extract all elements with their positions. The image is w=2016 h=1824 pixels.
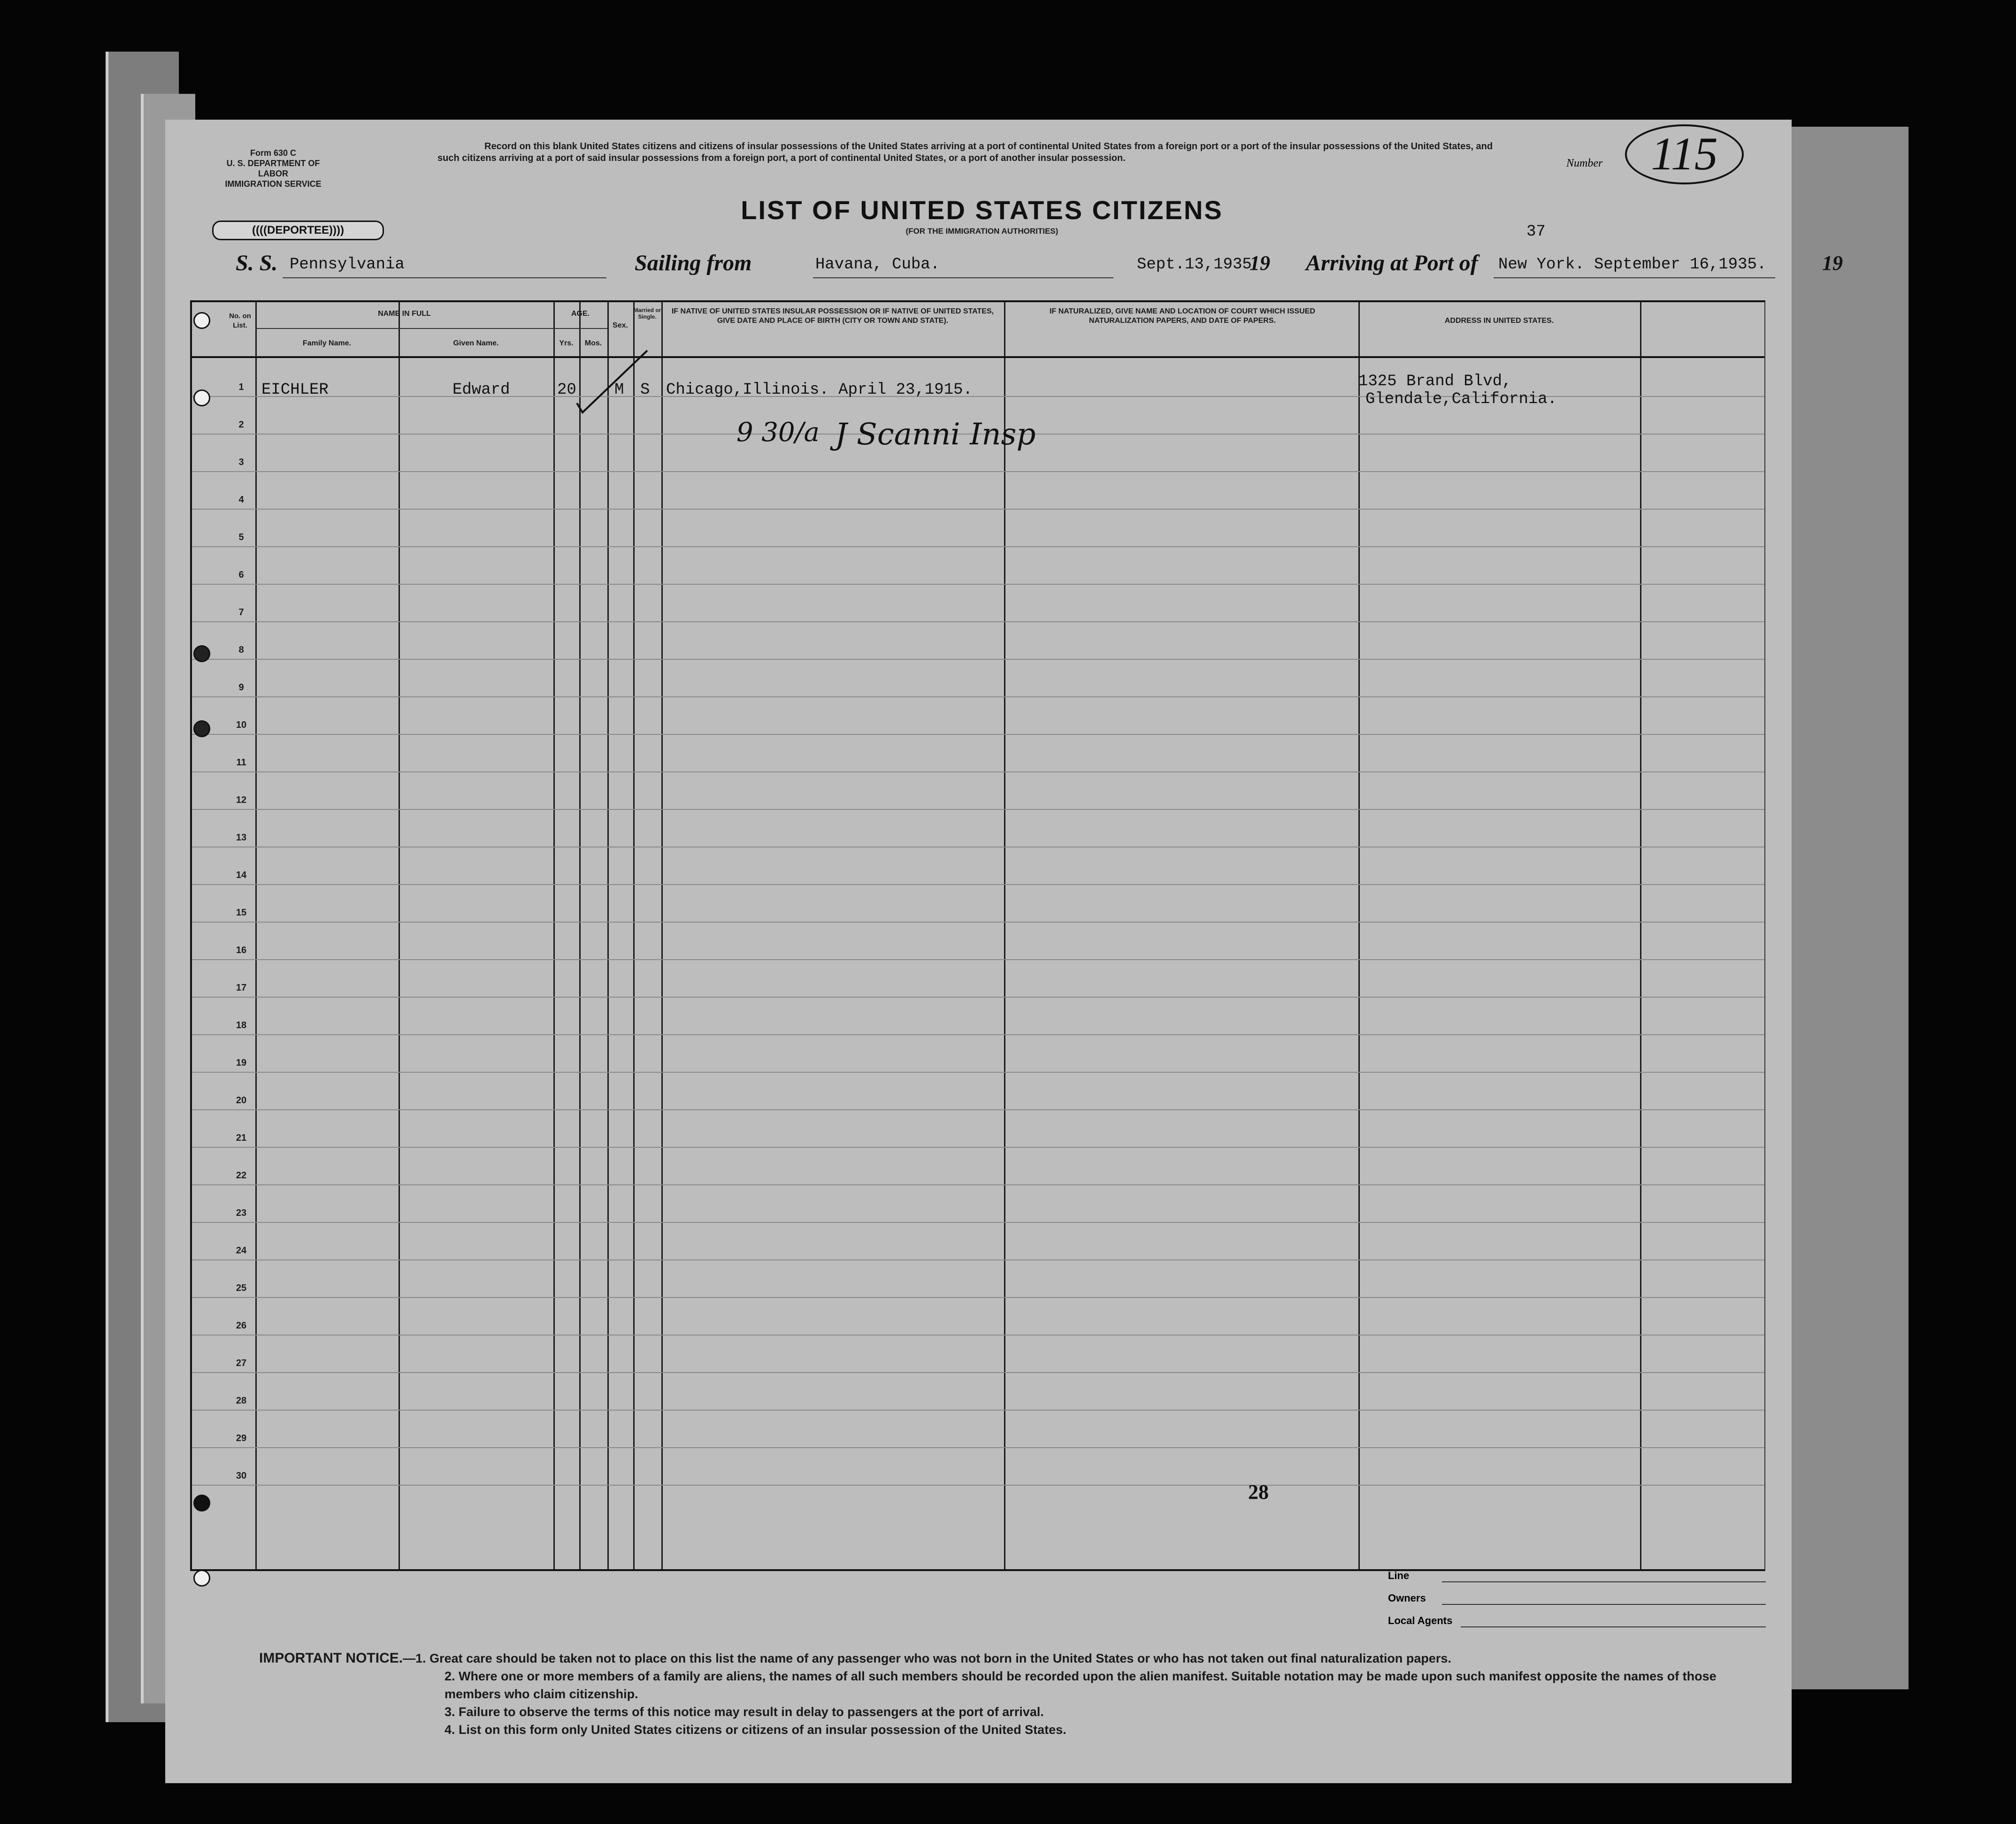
sheet-number: 37 xyxy=(1526,223,1546,241)
row-number: 6 xyxy=(238,570,244,580)
entry-birth: Chicago,Illinois. April 23,1915. xyxy=(666,381,973,399)
row-number: 30 xyxy=(236,1471,247,1481)
row-number: 15 xyxy=(236,908,247,918)
row-number: 12 xyxy=(236,795,247,805)
arrival-port-date: New York. September 16,1935. xyxy=(1498,256,1767,274)
entry-address-line1: 1325 Brand Blvd, xyxy=(1358,373,1512,390)
manifest-sheet xyxy=(165,120,1843,1783)
table-row xyxy=(192,621,1764,622)
col-sex: Sex. xyxy=(613,321,628,329)
entry-age-years: 20 xyxy=(557,381,576,399)
entry-sex: M xyxy=(614,381,624,399)
form-number: Form 630 C xyxy=(250,148,297,158)
row-number: 28 xyxy=(236,1396,247,1406)
notice-item-1: IMPORTANT NOTICE.—1. Great care should be taken not to place on this list the name of any passenger who was not born in the United States or who has not taken out final naturalization papers. xyxy=(259,1650,1451,1666)
column-divider xyxy=(661,302,663,1569)
list-number: 115 xyxy=(1625,124,1744,184)
row-number: 16 xyxy=(236,945,247,955)
table-row xyxy=(192,696,1764,697)
notice-item-4: 4. List on this form only United States citizens or citizens of an insular possession of the United States. xyxy=(445,1723,1066,1737)
col-married-single: Married or Single. xyxy=(633,307,661,320)
table-row xyxy=(192,1447,1764,1448)
row-number: 17 xyxy=(236,983,247,993)
row-number: 23 xyxy=(236,1208,247,1218)
notice-item-2: 2. Where one or more members of a family are aliens, the names of all such members should be recorded upon the alien manifest. Suitable notation may be made upon such manifest opposite the names of those members who claim citizenship. xyxy=(445,1669,1717,1701)
notice-heading: IMPORTANT NOTICE. xyxy=(259,1650,403,1666)
sailing-label: Sailing from xyxy=(635,251,752,275)
column-divider xyxy=(1358,302,1360,1569)
row-number: 8 xyxy=(238,645,244,655)
deportee-stamp: ((((DEPORTEE)))) xyxy=(212,221,384,240)
row-number: 18 xyxy=(236,1020,247,1030)
col-birth: IF NATIVE OF UNITED STATES INSULAR POSSESSION OR IF NATIVE OF UNITED STATES, GIVE DATE AND PLACE OF BIRTH (CITY OR TOWN AND STATE). xyxy=(671,307,994,325)
column-divider xyxy=(255,302,257,1569)
row-number: 11 xyxy=(236,757,246,768)
column-divider xyxy=(1640,302,1641,1569)
table-row xyxy=(192,546,1764,547)
entry-family-name: EICHLER xyxy=(261,381,329,399)
background-page-right xyxy=(1779,127,1909,1689)
ship-underline xyxy=(283,277,606,278)
column-divider xyxy=(399,302,400,1569)
row-number: 3 xyxy=(238,457,244,467)
column-divider xyxy=(579,302,581,1569)
col-no-on-list: No. on List. xyxy=(229,312,251,329)
column-divider xyxy=(607,302,609,1569)
column-divider xyxy=(553,302,555,1569)
table-row xyxy=(192,1410,1764,1411)
row-number: 7 xyxy=(238,607,244,618)
row-number: 19 xyxy=(236,1058,247,1068)
row-number: 20 xyxy=(236,1095,247,1106)
table-row xyxy=(192,509,1764,510)
table-row xyxy=(192,1184,1764,1185)
row-number: 4 xyxy=(238,495,244,505)
name-subrule xyxy=(255,328,607,329)
departure-port: Havana, Cuba. xyxy=(815,256,940,274)
table-row xyxy=(192,734,1764,735)
table-row xyxy=(192,997,1764,998)
local-agents-label: Local Agents xyxy=(1388,1615,1453,1626)
notice-text-1: 1. Great care should be taken not to place on this list the name of any passenger who was not born in the United States or who has not taken out final naturalization papers. xyxy=(415,1651,1451,1665)
entry-marital: S xyxy=(640,381,650,399)
binder-hole xyxy=(193,312,210,329)
col-age: AGE. xyxy=(571,310,590,318)
table-row xyxy=(192,922,1764,923)
record-instructions: Record on this blank United States citizens and citizens of insular possessions of the United States arriving at a port of continental United States from a foreign port or a port of the insular possessions of the United States, and such citizens arriving at a port of said insular possessions from a foreign port, a port of continental United States, or a port of another insular possession. xyxy=(437,141,1493,163)
col-yrs: Yrs. xyxy=(559,339,574,347)
check-mark-icon xyxy=(572,347,652,417)
notice-item-3: 3. Failure to observe the terms of this notice may result in delay to passengers at the port of arrival. xyxy=(445,1705,1044,1719)
binder-hole xyxy=(193,1495,210,1511)
passenger-table xyxy=(190,300,1765,1571)
arrival-underline xyxy=(1494,277,1775,278)
row-number: 1 xyxy=(238,382,244,392)
table-row xyxy=(192,884,1764,885)
table-row xyxy=(192,1222,1764,1223)
row-number: 29 xyxy=(236,1433,247,1443)
ss-label: S. S. xyxy=(236,251,278,275)
row-number: 21 xyxy=(236,1133,247,1143)
table-row xyxy=(192,659,1764,660)
row-number: 14 xyxy=(236,870,247,880)
row-number: 2 xyxy=(238,420,244,430)
row-number: 9 xyxy=(238,682,244,693)
binder-hole xyxy=(193,389,210,406)
table-row xyxy=(192,1372,1764,1373)
row-number: 24 xyxy=(236,1245,247,1256)
row-number: 26 xyxy=(236,1320,247,1331)
ship-name: Pennsylvania xyxy=(290,256,405,274)
table-row xyxy=(192,959,1764,960)
header-rule xyxy=(192,356,1764,358)
year-prefix-2: 19 xyxy=(1822,252,1843,275)
sail-date: Sept.13,1935 xyxy=(1137,256,1252,274)
col-name-in-full: NAME IN FULL xyxy=(378,310,431,318)
line-underline xyxy=(1442,1581,1766,1582)
table-row xyxy=(192,1297,1764,1298)
page-title: LIST OF UNITED STATES CITIZENS xyxy=(741,195,1223,225)
handwritten-time: 9 30/a xyxy=(736,417,820,448)
row-number: 13 xyxy=(236,832,247,843)
important-notice xyxy=(259,1649,1761,1739)
form-identifier xyxy=(217,148,330,189)
line-label: Line xyxy=(1388,1570,1410,1581)
owners-label: Owners xyxy=(1388,1592,1426,1604)
table-row xyxy=(192,1485,1764,1486)
row-number: 25 xyxy=(236,1283,247,1293)
row-number: 10 xyxy=(236,720,247,730)
col-given-name: Given Name. xyxy=(453,339,499,347)
binder-hole xyxy=(193,645,210,662)
entry-address-line2: Glendale,California. xyxy=(1365,390,1557,408)
page-subtitle: (FOR THE IMMIGRATION AUTHORITIES) xyxy=(905,227,1058,236)
col-family-name: Family Name. xyxy=(302,339,352,347)
col-naturalized: IF NATURALIZED, GIVE NAME AND LOCATION OF COURT WHICH ISSUED NATURALIZATION PAPERS, AND DATE OF PAPERS. xyxy=(1050,307,1315,325)
department-name: U. S. DEPARTMENT OF LABOR xyxy=(226,159,320,178)
page-number: 28 xyxy=(1248,1481,1269,1503)
row-number: 5 xyxy=(238,532,244,542)
table-row xyxy=(192,1109,1764,1110)
entry-given-name: Edward xyxy=(452,381,510,399)
table-row xyxy=(192,809,1764,810)
table-row xyxy=(192,771,1764,772)
table-row xyxy=(192,471,1764,472)
row-number: 22 xyxy=(236,1170,247,1181)
binder-hole xyxy=(193,720,210,737)
col-address: ADDRESS IN UNITED STATES. xyxy=(1444,317,1554,325)
table-row xyxy=(192,1072,1764,1073)
number-label: Number xyxy=(1566,157,1603,169)
owners-underline xyxy=(1442,1604,1766,1605)
column-divider xyxy=(633,302,635,1569)
agents-underline xyxy=(1461,1626,1766,1627)
arriving-label: Arriving at Port of xyxy=(1306,251,1478,275)
col-mos: Mos. xyxy=(584,339,602,347)
year-prefix-1: 19 xyxy=(1249,252,1270,275)
service-name: IMMIGRATION SERVICE xyxy=(225,179,322,189)
port-underline xyxy=(813,277,1113,278)
table-row xyxy=(192,584,1764,585)
binder-hole xyxy=(193,1570,210,1587)
column-divider xyxy=(1004,302,1005,1569)
row-number: 27 xyxy=(236,1358,247,1368)
table-row xyxy=(192,1034,1764,1035)
table-row xyxy=(192,1259,1764,1260)
table-row xyxy=(192,1147,1764,1148)
handwritten-signature: J Scanni Insp xyxy=(835,417,1036,452)
table-row xyxy=(192,1335,1764,1336)
